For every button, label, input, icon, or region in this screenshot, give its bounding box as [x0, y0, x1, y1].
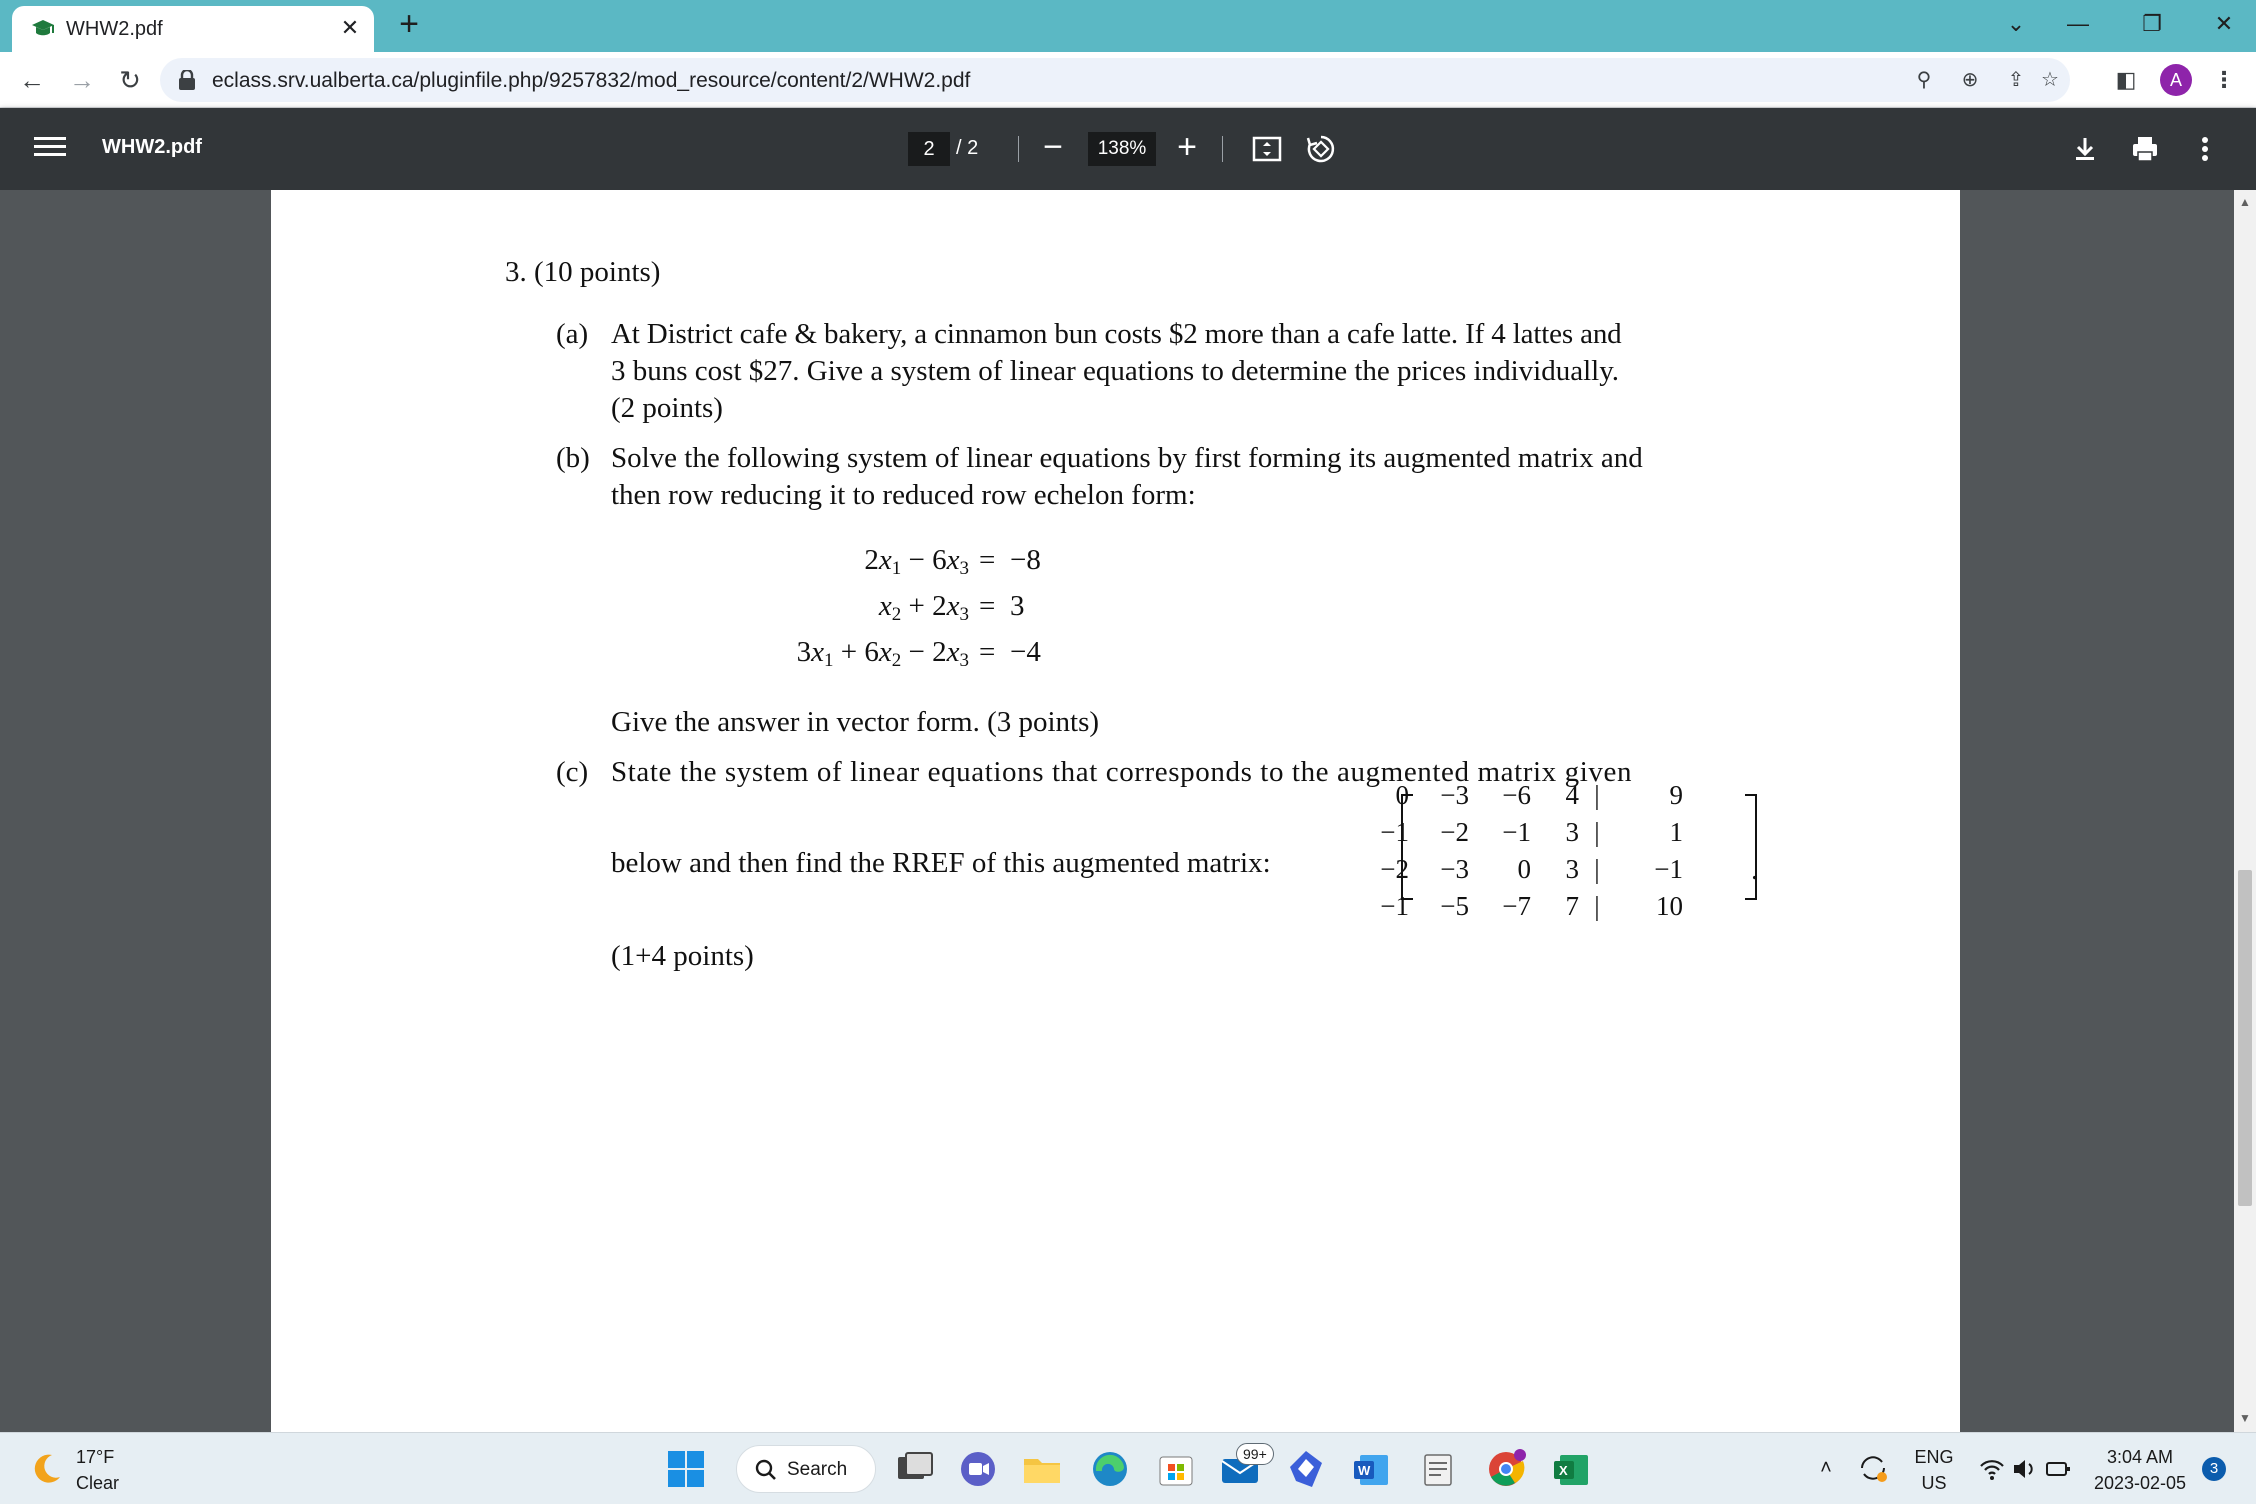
edge-browser-icon[interactable]: [1088, 1447, 1132, 1491]
reload-button[interactable]: ↻: [119, 65, 141, 95]
equals-sign: =: [979, 544, 996, 576]
task-view-icon[interactable]: [892, 1447, 936, 1491]
notification-count-badge[interactable]: 3: [2202, 1457, 2226, 1481]
equation-rhs: −8: [1010, 544, 1041, 576]
windows-taskbar: [0, 1432, 2256, 1504]
matrix-cell: 1: [1669, 817, 1683, 847]
profile-avatar[interactable]: A: [2160, 64, 2192, 96]
matrix-cell: 4: [1565, 780, 1579, 810]
equals-sign: =: [979, 636, 996, 668]
new-tab-button[interactable]: +: [399, 5, 419, 43]
show-hidden-icons-chevron-icon[interactable]: ˄: [1820, 1457, 1832, 1479]
matrix-cell: −1: [1380, 817, 1409, 847]
sync-status-icon[interactable]: [1856, 1451, 1890, 1485]
matrix-cell: 7: [1565, 891, 1579, 921]
matrix-cell: −6: [1502, 780, 1531, 810]
matrix-cell: 9: [1669, 780, 1683, 810]
matrix-cell: 3: [1565, 817, 1579, 847]
print-icon[interactable]: [2128, 132, 2162, 166]
matrix-cell: −2: [1440, 817, 1469, 847]
svg-text:X: X: [1559, 1463, 1568, 1478]
zoom-icon[interactable]: ⊕: [1961, 69, 1979, 91]
matrix-separator: |: [1594, 854, 1600, 884]
page-number-input[interactable]: 2: [908, 132, 950, 166]
matrix-cell: −2: [1380, 854, 1409, 884]
equation-rhs: −4: [1010, 636, 1041, 668]
pdf-page: [271, 190, 1960, 1432]
moon-icon[interactable]: [28, 1451, 64, 1487]
equation-lhs: $x_2 + 2x_3$: [878, 590, 969, 625]
matrix-cell: −1: [1380, 891, 1409, 921]
equation-lhs: $3x_1 + 6x_2 - 2x_3$: [796, 636, 969, 671]
tab-title: WHW2.pdf: [66, 18, 163, 40]
scrollbar-thumb[interactable]: [2238, 870, 2252, 1206]
weather-condition[interactable]: Clear: [76, 1473, 120, 1493]
volume-icon[interactable]: [2010, 1455, 2038, 1483]
part-b-label: (b): [556, 442, 590, 474]
matrix-cell: −7: [1502, 891, 1531, 921]
clock-date[interactable]: 2023-02-05: [2093, 1473, 2187, 1493]
browser-menu-icon[interactable]: ⋮: [2213, 67, 2235, 92]
browser-tab-active[interactable]: [12, 6, 374, 52]
part-c-line: below and then find the RREF of this augmented matrix:: [611, 847, 1271, 879]
url-text[interactable]: eclass.srv.ualberta.ca/pluginfile.php/9257832/mod_resource/content/2/WHW2.pdf: [212, 69, 971, 92]
matrix-cell: 0: [1517, 854, 1531, 884]
browser-toolbar: [0, 52, 2256, 108]
part-c-points: (1+4 points): [611, 940, 754, 972]
part-a-line: 3 buns cost $27. Give a system of linear equations to determine the prices individually.: [611, 355, 1620, 387]
graduation-cap-icon: [30, 16, 56, 42]
language-indicator[interactable]: ENG: [1914, 1447, 1954, 1467]
toolbar-divider: [1222, 136, 1223, 162]
zoom-out-button[interactable]: −: [1043, 128, 1063, 166]
battery-icon[interactable]: [2044, 1455, 2072, 1483]
matrix-period: .: [1751, 854, 1759, 886]
tab-strip: [0, 0, 2256, 52]
notepad-icon[interactable]: [1416, 1447, 1460, 1491]
matrix-cell: −3: [1440, 854, 1469, 884]
part-b-line: Solve the following system of linear equations by first forming its augmented matrix and: [611, 442, 1643, 474]
word-icon[interactable]: [1350, 1447, 1394, 1491]
restore-button[interactable]: ❐: [2142, 11, 2162, 36]
scroll-up-arrow-icon[interactable]: ▲: [2239, 195, 2251, 209]
question-header: 3. (10 points): [505, 256, 661, 288]
zoom-in-button[interactable]: +: [1177, 128, 1197, 166]
matrix-cell: −1: [1502, 817, 1531, 847]
close-window-button[interactable]: ✕: [2214, 11, 2234, 36]
matrix-separator: |: [1594, 780, 1600, 810]
pdf-toolbar: [0, 108, 2256, 190]
clock-time[interactable]: 3:04 AM: [2106, 1447, 2174, 1467]
copilot-icon[interactable]: [1284, 1447, 1328, 1491]
matrix-cell: 3: [1565, 854, 1579, 884]
address-bar[interactable]: [160, 58, 2070, 102]
search-label: Search: [787, 1459, 848, 1480]
weather-temperature[interactable]: 17°F: [76, 1447, 115, 1467]
file-explorer-icon[interactable]: [1020, 1447, 1064, 1491]
share-icon[interactable]: ⇪: [2007, 69, 2025, 91]
chrome-icon[interactable]: [1484, 1447, 1528, 1491]
part-a-points: (2 points): [611, 392, 723, 424]
equals-sign: =: [979, 590, 996, 622]
side-panel-icon[interactable]: ◧: [2115, 67, 2137, 92]
matrix-separator: |: [1594, 891, 1600, 921]
part-c-line: State the system of linear equations that corresponds to the augmented matrix given: [611, 756, 1633, 788]
language-region[interactable]: US: [1921, 1473, 1947, 1493]
toolbar-divider: [1018, 136, 1019, 162]
page-total: / 2: [956, 137, 979, 159]
lock-icon[interactable]: [178, 70, 196, 90]
windows-start-icon[interactable]: [664, 1447, 708, 1491]
matrix-separator: |: [1594, 817, 1600, 847]
back-button[interactable]: ←: [19, 65, 45, 95]
tab-close-icon[interactable]: ✕: [340, 15, 360, 40]
pdf-viewer[interactable]: [0, 190, 2256, 1432]
equation-lhs: $2x_1 - 6x_3$: [864, 544, 969, 579]
matrix-cell: −3: [1440, 780, 1469, 810]
mail-unread-badge: 99+: [1236, 1443, 1274, 1465]
zoom-level-input[interactable]: 138%: [1088, 132, 1156, 166]
rotate-icon[interactable]: [1304, 132, 1338, 166]
tab-search-chevron-icon[interactable]: ⌄: [2006, 11, 2026, 36]
scroll-down-arrow-icon[interactable]: ▼: [2239, 1411, 2251, 1425]
excel-icon[interactable]: [1550, 1447, 1594, 1491]
taskbar-search[interactable]: [736, 1445, 876, 1493]
part-b-line: then row reducing it to reduced row echelon form:: [611, 479, 1196, 511]
part-b-answer-note: Give the answer in vector form. (3 points): [611, 706, 1100, 738]
matrix-cell: −1: [1654, 854, 1683, 884]
svg-text:W: W: [1358, 1463, 1371, 1478]
matrix-cell: 0: [1395, 780, 1409, 810]
minimize-button[interactable]: —: [2067, 11, 2089, 36]
matrix-cell: 10: [1656, 891, 1683, 921]
more-options-icon[interactable]: [2188, 132, 2222, 166]
wifi-icon[interactable]: [1978, 1455, 2006, 1483]
search-icon[interactable]: ⚲: [1916, 69, 1932, 91]
matrix-cell: −5: [1440, 891, 1469, 921]
teams-chat-icon[interactable]: [956, 1447, 1000, 1491]
bookmark-star-icon[interactable]: ☆: [2041, 69, 2059, 91]
search-icon: [755, 1459, 777, 1481]
equation-rhs: 3: [1010, 590, 1025, 622]
microsoft-store-icon[interactable]: [1154, 1447, 1198, 1491]
download-icon[interactable]: [2068, 132, 2102, 166]
forward-button[interactable]: →: [69, 65, 95, 95]
vertical-scrollbar[interactable]: [2234, 190, 2256, 1432]
part-a-line: At District cafe & bakery, a cinnamon bun costs $2 more than a cafe latte. If 4 lattes and: [611, 318, 1622, 350]
fit-to-page-icon[interactable]: [1250, 132, 1284, 166]
pdf-title: WHW2.pdf: [102, 136, 202, 158]
hamburger-menu-icon[interactable]: [34, 132, 66, 164]
part-a-label: (a): [556, 318, 589, 350]
part-c-label: (c): [556, 756, 589, 788]
